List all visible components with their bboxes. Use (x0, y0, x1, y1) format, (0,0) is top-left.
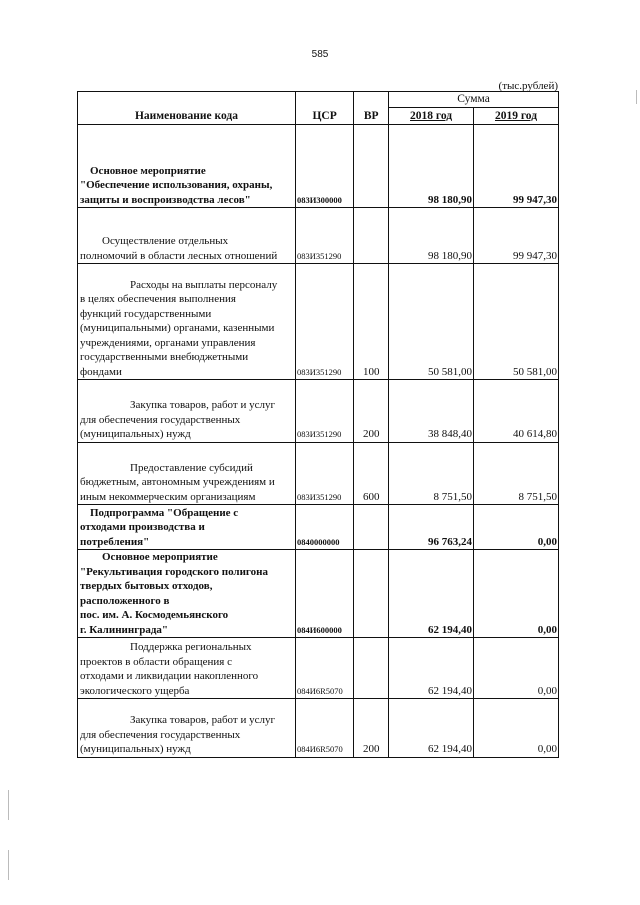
row-value-2018: 62 194,40 (389, 699, 474, 758)
row-value-2018: 62 194,40 (389, 638, 474, 699)
header-csr: ЦСР (295, 92, 353, 125)
header-2019: 2019 год (474, 107, 559, 125)
row-vr (354, 550, 389, 638)
row-name-line: Основное мероприятие (102, 551, 218, 563)
header-name: Наименование кода (78, 92, 296, 125)
row-name-line: защиты и воспроизводства лесов" (80, 193, 251, 206)
row-name-line: Поддержка региональных (130, 641, 252, 653)
row-name-line: Закупка товаров, работ и услуг (130, 714, 275, 726)
table-row (78, 550, 559, 638)
row-name (78, 550, 296, 638)
row-value-2018: 38 848,40 (389, 380, 474, 443)
row-name-line: (муниципальных) нужд (80, 743, 191, 755)
table-row (78, 380, 559, 443)
row-name-line: пос. им. А. Космодемьянского (80, 609, 229, 621)
table-row (78, 442, 559, 505)
row-name-line: функций государственными (80, 307, 212, 320)
row-vr (354, 208, 389, 264)
row-value-2018: 50 581,00 (389, 264, 474, 380)
row-value-2019: 40 614,80 (474, 380, 559, 443)
budget-table (77, 91, 559, 758)
header-2018: 2018 год (389, 107, 474, 125)
row-name (78, 442, 296, 505)
row-name (78, 208, 296, 264)
row-name-line: отходами производства и (80, 521, 205, 533)
row-value-2019: 0,00 (474, 505, 559, 550)
row-csr: 083И300000 (295, 125, 353, 208)
row-vr (354, 125, 389, 208)
row-name-line: для обеспечения государственных (80, 413, 241, 426)
row-vr (354, 505, 389, 550)
row-name-line: (муниципальными) органами, казенными (80, 322, 275, 334)
row-name-line: Подпрограмма "Обращение с (90, 506, 239, 519)
row-name-line: Осуществление отдельных (102, 235, 229, 247)
table-row (78, 505, 559, 550)
header-row-top (78, 92, 559, 108)
row-value-2019: 0,00 (474, 550, 559, 638)
row-csr: 083И351290 (295, 208, 353, 264)
row-csr: 083И351290 (295, 442, 353, 505)
row-value-2018: 98 180,90 (389, 125, 474, 208)
page-number: 585 (311, 49, 329, 60)
table-row (78, 264, 559, 380)
row-csr: 084И600000 (295, 550, 353, 638)
header-vr: ВР (354, 92, 389, 125)
edge-mark (636, 90, 637, 104)
row-vr (354, 638, 389, 699)
row-value-2019: 0,00 (474, 699, 559, 758)
row-name (78, 380, 296, 443)
row-name (78, 505, 296, 550)
row-vr: 600 (354, 442, 389, 505)
row-name (78, 264, 296, 380)
row-name-line: отходами и ликвидации накопленного (80, 670, 259, 682)
row-name-line: в целях обеспечения выполнения (80, 293, 236, 305)
row-name-line: проектов в области обращения с (80, 655, 232, 668)
row-value-2019: 0,00 (474, 638, 559, 699)
units-note: (тыс.рублей) (498, 80, 558, 92)
row-name-line: бюджетным, автономным учреждениям и (80, 476, 275, 488)
row-csr: 083И351290 (295, 380, 353, 443)
row-csr: 083И351290 (295, 264, 353, 380)
row-value-2019: 8 751,50 (474, 442, 559, 505)
row-name-line: Основное мероприятие (90, 164, 206, 177)
row-name-line: учреждениями, органами управления (80, 336, 256, 349)
row-value-2019: 50 581,00 (474, 264, 559, 380)
row-name-line: государственными внебюджетными (80, 351, 249, 363)
table-row (78, 208, 559, 264)
row-vr: 200 (354, 380, 389, 443)
table-row (78, 638, 559, 699)
row-csr: 084И6R5070 (295, 638, 353, 699)
row-name-line: Расходы на выплаты персоналу (130, 278, 278, 291)
row-name-line: фондами (80, 365, 122, 378)
edge-mark (8, 850, 9, 880)
table-row (78, 125, 559, 208)
row-name-line: (муниципальных) нужд (80, 428, 191, 440)
row-name-line: твердых бытовых отходов, (80, 580, 213, 592)
table-row (78, 699, 559, 758)
row-csr: 084И6R5070 (295, 699, 353, 758)
row-value-2018: 62 194,40 (389, 550, 474, 638)
header-sum: Сумма (389, 92, 559, 108)
row-name (78, 699, 296, 758)
row-name-line: расположенного в (80, 594, 170, 607)
row-value-2018: 8 751,50 (389, 442, 474, 505)
table-body (78, 125, 559, 758)
row-value-2018: 96 763,24 (389, 505, 474, 550)
row-name-line: для обеспечения государственных (80, 728, 241, 741)
row-name-line: "Обеспечение использования, охраны, (80, 179, 273, 191)
row-vr: 200 (354, 699, 389, 758)
edge-mark (8, 790, 9, 820)
row-vr: 100 (354, 264, 389, 380)
row-name (78, 125, 296, 208)
row-csr: 0840000000 (295, 505, 353, 550)
row-name-line: потребления" (80, 535, 150, 548)
row-value-2019: 99 947,30 (474, 208, 559, 264)
row-value-2019: 99 947,30 (474, 125, 559, 208)
row-name-line: г. Калининграда" (80, 623, 168, 636)
row-name-line: полномочий в области лесных отношений (80, 249, 278, 262)
row-name (78, 638, 296, 699)
row-name-line: "Рекультивация городского полигона (80, 565, 268, 578)
row-name-line: экологического ущерба (80, 684, 190, 697)
row-name-line: Предоставление субсидий (130, 461, 253, 474)
row-name-line: иным некоммерческим организациям (80, 490, 256, 503)
row-name-line: Закупка товаров, работ и услуг (130, 399, 275, 411)
row-value-2018: 98 180,90 (389, 208, 474, 264)
